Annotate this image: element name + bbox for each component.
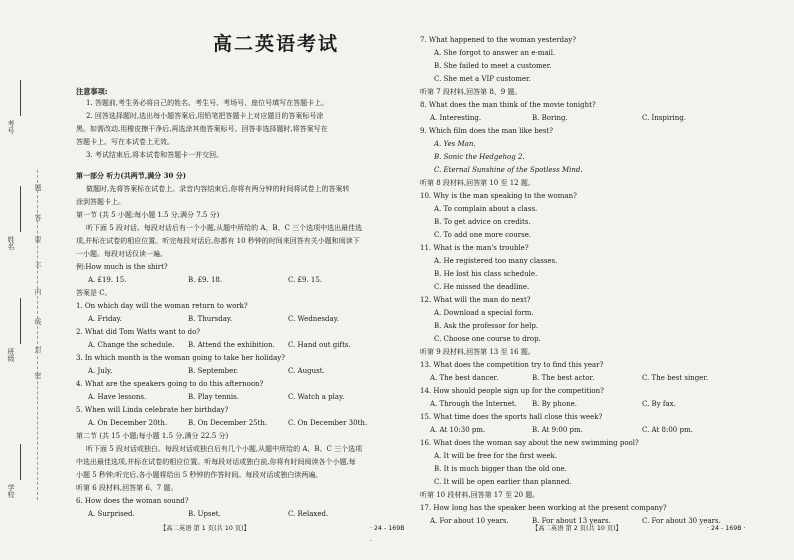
option: C. August. <box>288 367 325 375</box>
option: B. To get advice on credits. <box>434 218 531 226</box>
option: A. She forgot to answer an e-mail. <box>434 49 556 57</box>
seal-char: 要 <box>34 236 42 243</box>
option: C. She met a VIP customer. <box>434 75 531 83</box>
part1-intro-line: 做题时,先将答案标在试卷上。录音内容结束后,你将有两分钟的时间将试卷上的答案转 <box>86 185 350 193</box>
notes-line: 1. 答题前,考生务必将自己的姓名、考生号、考场号、座位号填写在答题卡上。 <box>86 99 329 107</box>
section1-intro-line: 听下面 5 段对话。每段对话后有一个小题,从题中所给的 A、B、C 三个选项中选出最佳选 <box>86 224 363 232</box>
option: A. On December 20th. <box>88 419 168 427</box>
option: B. She failed to meet a customer. <box>434 62 552 70</box>
material-note: 听第 9 段材料,回答第 13 至 16 题。 <box>420 348 535 356</box>
section1-intro-line: 项,并标在试卷的相应位置。听完每段对话后,你都有 10 秒钟的时间来回答有关小题和阅读下 <box>76 237 360 245</box>
option: B. For about 13 years. <box>532 517 611 525</box>
question-13: 13. What does the competition try to find this year? <box>420 361 604 369</box>
seal-char: 线 <box>34 318 42 325</box>
option: A. At 10:30 pm. <box>430 426 486 434</box>
option: A. Through the Internet. <box>430 400 517 408</box>
option: C. Hand out gifts. <box>288 341 351 349</box>
question-11: 11. What is the man's trouble? <box>420 244 529 252</box>
option: C. To add one more course. <box>434 231 532 239</box>
seal-char: 内 <box>34 288 42 295</box>
option: B. £9. 18. <box>188 276 223 284</box>
question-12: 12. What will the man do next? <box>420 296 531 304</box>
question-3: 3. In which month is the woman going to take her holiday? <box>76 354 285 362</box>
question-2: 2. What did Tom Watts want to do? <box>76 328 201 336</box>
section1-intro-line: 一小题。每段对话仅读一遍。 <box>76 250 167 258</box>
option: C. Watch a play. <box>288 393 345 401</box>
section2-intro-line: 中选出最佳选项,并标在试卷的相应位置。听每段对话或独白前,你将有时间阅读各个小题,每 <box>76 458 356 466</box>
question-14: 14. How should people sign up for the competition? <box>420 387 604 395</box>
option: C. It will be open earlier than planned. <box>434 478 572 486</box>
footer-left-code: · 24 - 169B · <box>370 525 405 545</box>
notes-line: 黑。如需改动,用橡皮擦干净后,再选涂其他答案标号。回答非选择题时,将答案写在 <box>76 125 328 133</box>
class-line <box>20 298 21 344</box>
option: A. Download a special form. <box>434 309 534 317</box>
footer-right-code: · 24 - 169B · <box>707 525 746 532</box>
option: A. It will be free for the first week. <box>434 452 557 460</box>
section1-heading: 第一节 (共 5 小题;每小题 1.5 分,满分 7.5 分) <box>76 211 220 219</box>
question-8: 8. What does the man think of the movie tonight? <box>420 101 596 109</box>
question-5: 5. When will Linda celebrate her birthday? <box>76 406 229 414</box>
notes-line: 3. 考试结束后,将本试卷和答题卡一并交回。 <box>86 151 224 159</box>
school-line <box>20 444 21 480</box>
option: A. Change the schedule. <box>88 341 175 349</box>
option: B. On December 25th. <box>188 419 268 427</box>
option: B. By phone. <box>532 400 577 408</box>
option: B. Attend the exhibition. <box>188 341 275 349</box>
option: B. Upset. <box>188 510 221 518</box>
question-16: 16. What does the woman say about the new swimming pool? <box>420 439 639 447</box>
option: A. He registered too many classes. <box>434 257 558 265</box>
question-6: 6. How does the woman sound? <box>76 497 189 505</box>
material-note: 听第 8 段材料,回答第 10 至 12 题。 <box>420 179 535 187</box>
material-note: 听第 6 段材料,回答第 6、7 题。 <box>76 484 178 492</box>
option: A. To complain about a class. <box>434 205 538 213</box>
option: C. By fax. <box>642 400 676 408</box>
school-label: 学校 <box>7 484 15 498</box>
column-gutter <box>408 0 420 560</box>
seal-char: 封 <box>34 346 42 353</box>
option: A. Yes Man. <box>434 140 476 148</box>
option: B. September. <box>188 367 239 375</box>
option: A. July. <box>88 367 113 375</box>
section2-intro-line: 小题 5 秒钟;听完后,各小题将给出 5 秒钟的作答时间。每段对话或独白读两遍。 <box>76 471 323 479</box>
option: C. He missed the deadline. <box>434 283 530 291</box>
seal-char: 密 <box>34 372 42 379</box>
exam-no-label: 考号 <box>7 120 15 134</box>
notes-line: 2. 回答选择题时,选出每小题答案后,用铅笔把答题卡上对应题目的答案标号涂 <box>86 112 324 120</box>
option: C. Relaxed. <box>288 510 329 518</box>
option: C. The best singer. <box>642 374 709 382</box>
seal-char: 题 <box>34 184 42 191</box>
example-question: 例:How much is the shirt? <box>76 263 168 271</box>
footer-right: 【高二英语 第 2 页(共 10 页)】 <box>532 525 622 532</box>
section2-heading: 第二节 (共 15 小题;每小题 1.5 分,满分 22.5 分) <box>76 432 229 440</box>
option: C. At 8:00 pm. <box>642 426 693 434</box>
option: C. On December 30th. <box>288 419 368 427</box>
page-title: 高二英语考试 <box>212 33 339 55</box>
class-label: 班级 <box>7 348 15 362</box>
part1-intro-line: 涂到答题卡上。 <box>76 198 125 206</box>
example-answer: 答案是 C。 <box>76 289 112 297</box>
option: A. Interesting. <box>430 114 482 122</box>
exam-no-line <box>20 80 21 116</box>
option: A. The best dancer. <box>430 374 499 382</box>
option: A. Have lessons. <box>88 393 147 401</box>
option: A. Friday. <box>88 315 122 323</box>
part1-heading: 第一部分 听力(共两节,满分 30 分) <box>76 171 187 180</box>
option: C. £9. 15. <box>288 276 323 284</box>
option: C. For about 30 years. <box>642 517 721 525</box>
question-15: 15. What time does the sports hall close this week? <box>420 413 603 421</box>
option: B. The best actor. <box>532 374 595 382</box>
name-line <box>20 186 21 232</box>
question-4: 4. What are the speakers going to do this afternoon? <box>76 380 264 388</box>
option: A. Surprised. <box>88 510 135 518</box>
option: B. Thursday. <box>188 315 233 323</box>
question-1: 1. On which day will the woman return to work? <box>76 302 248 310</box>
option: A. £19. 15. <box>88 276 127 284</box>
material-note: 听第 7 段材料,回答第 8、9 题。 <box>420 88 522 96</box>
option: B. At 9:00 pm. <box>532 426 583 434</box>
option: C. Inspiring. <box>642 114 686 122</box>
option: B. Ask the professor for help. <box>434 322 539 330</box>
footer-left: 【高二英语 第 1 页(共 10 页)】 <box>160 525 250 532</box>
option: C. Wednesday. <box>288 315 339 323</box>
option: B. Boring. <box>532 114 568 122</box>
option: C. Choose one course to drop. <box>434 335 541 343</box>
option: B. Sonic the Hedgehog 2. <box>434 153 525 161</box>
notes-line: 答题卡上。写在本试卷上无效。 <box>76 138 174 146</box>
name-label: 姓名 <box>7 236 15 250</box>
option: B. Play tennis. <box>188 393 239 401</box>
seal-char: 不 <box>34 262 42 269</box>
notes-heading: 注意事项: <box>76 87 108 96</box>
option: A. For about 10 years. <box>430 517 509 525</box>
option: B. He lost his class schedule. <box>434 270 538 278</box>
question-17: 17. How long has the speaker been working at the present company? <box>420 504 667 512</box>
seal-char: 答 <box>34 214 42 221</box>
option: B. It is much bigger than the old one. <box>434 465 567 473</box>
question-7: 7. What happened to the woman yesterday? <box>420 36 577 44</box>
question-9: 9. Which film does the man like best? <box>420 127 554 135</box>
section2-intro-line: 听下面 5 段对话或独白。每段对话或独白后有几个小题,从题中所给的 A、B、C 三个选项 <box>86 445 363 453</box>
option: C. Eternal Sunshine of the Spotless Mind. <box>434 166 583 174</box>
question-10: 10. Why is the man speaking to the woman? <box>420 192 577 200</box>
binding-strip <box>0 0 62 560</box>
material-note: 听第 10 段材料,回答第 17 至 20 题。 <box>420 491 540 499</box>
